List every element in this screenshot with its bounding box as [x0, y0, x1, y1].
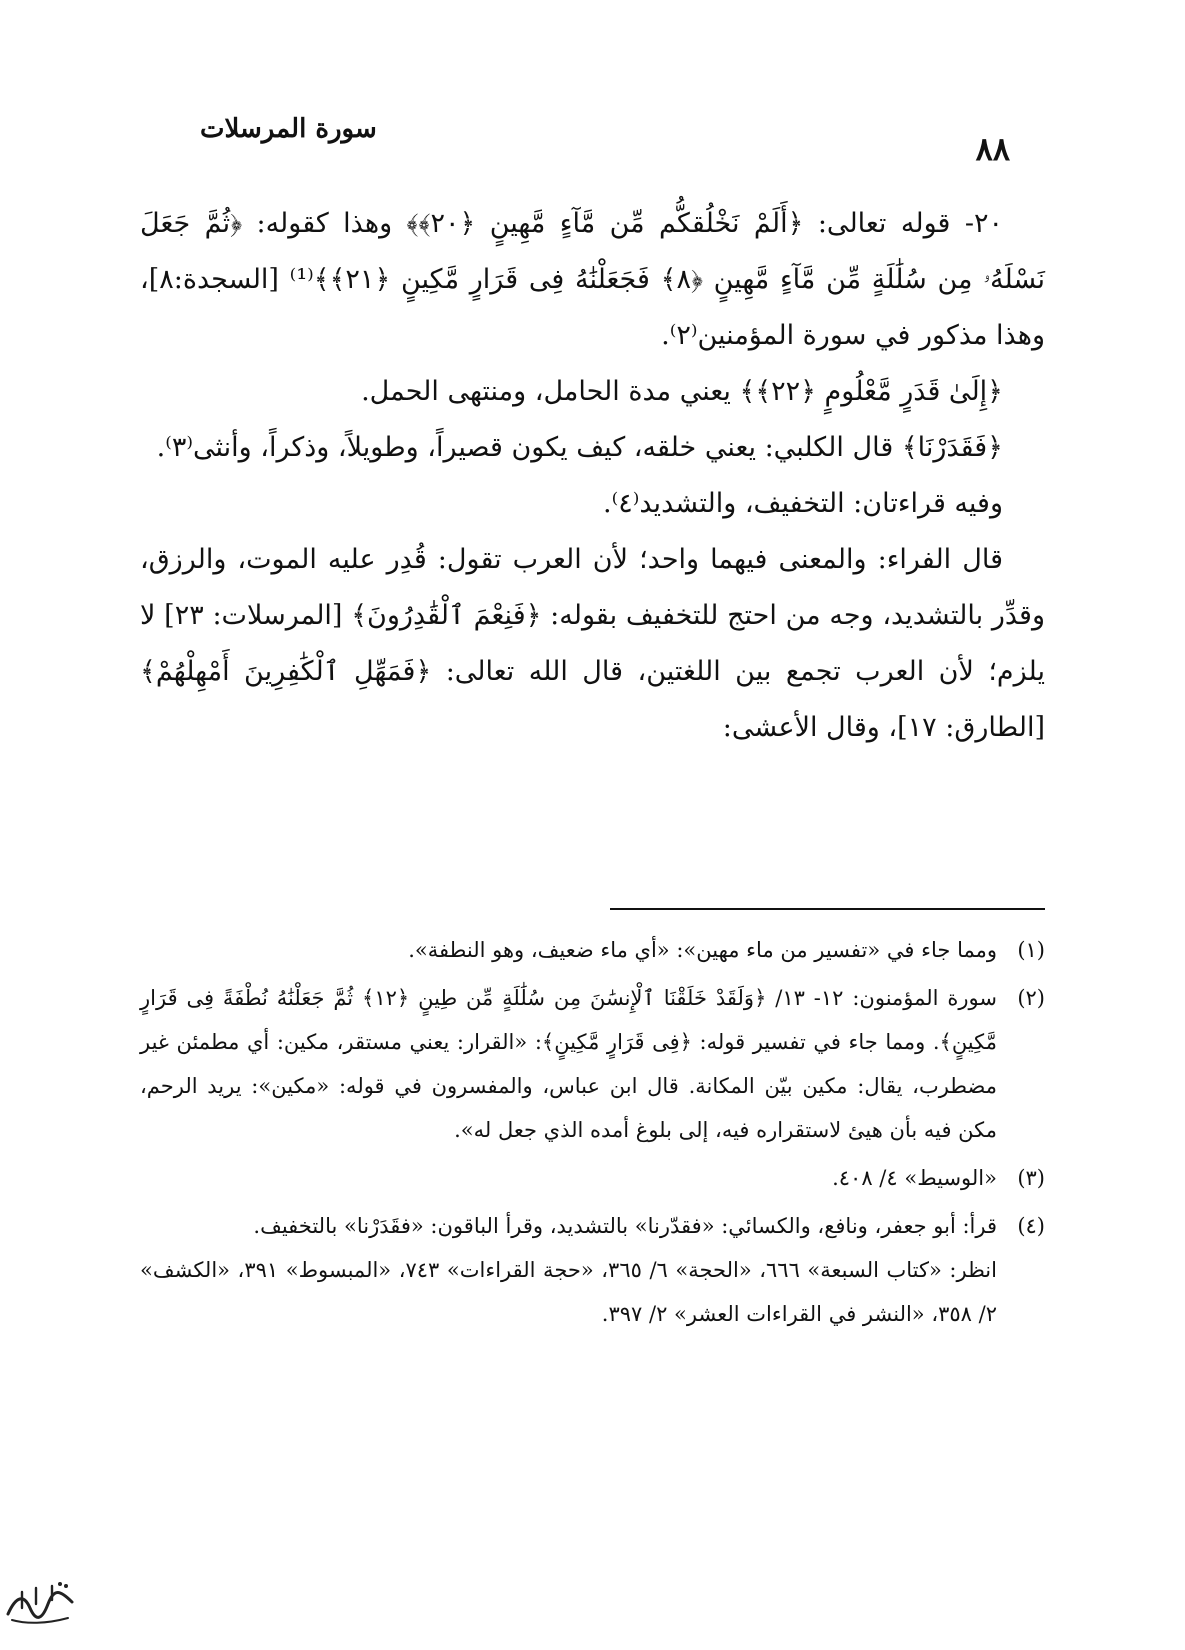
- paragraph-readings: وفيه قراءتان: التخفيف، والتشديد⁽٤⁾.: [603, 488, 1003, 519]
- footnote-number: (١): [1017, 938, 1045, 962]
- footnote-4: [140, 1204, 1045, 1336]
- page-header: [200, 108, 1010, 168]
- footnote-text: [140, 1204, 997, 1336]
- surah-title: سورة المرسلات: [200, 114, 377, 144]
- footnote-text-main: قرأ: أبو جعفر، ونافع، والكسائي: «فقدّرنا» بالتشديد، وقرأ الباقون: «فقَدَرْنا» بالتخفيف.: [253, 1214, 997, 1238]
- footnote-text: ومما جاء في «تفسير من ماء مهين»: «أي ماء ضعيف، وهو النطفة».: [408, 938, 997, 962]
- page-number: ٨٨: [975, 130, 1010, 168]
- footnotes: [140, 928, 1045, 1340]
- publisher-logo: [2, 1574, 78, 1630]
- footnote-1: [140, 928, 1045, 972]
- paragraph-farra: قال الفراء: والمعنى فيهما واحد؛ لأن العرب تقول: قُدِر عليه الموت، والرزق، وقدِّر بالتشديد، وجه من احتج للتخفيف بقوله: ﴿فَنِعْمَ ٱلْقَٰدِرُونَ﴾ [المرسلات: ٢٣] لا يلزم؛ لأن العرب تجمع بين اللغتين، قال الله تعالى: ﴿فَمَهِّلِ ٱلْكَٰفِرِينَ أَمْهِلْهُمْ﴾ [الطارق: ١٧]، وقال الأعشى:: [140, 544, 1046, 743]
- footnote-number: (٢): [1017, 986, 1045, 1010]
- footnote-number: (٣): [1017, 1166, 1045, 1190]
- footnote-divider: [610, 908, 1045, 910]
- footnote-3: [140, 1156, 1045, 1200]
- paragraph-faqadarna: ﴿فَقَدَرْنَا﴾ قال الكلبي: يعني خلقه، كيف يكون قصيراً، وطويلاً، وذكراً، وأنثى⁽٣⁾.: [156, 432, 1003, 463]
- paragraph-verse-20: ٢٠- قوله تعالى: ﴿أَلَمْ نَخْلُقكُّم مِّن مَّآءٍ مَّهِينٍ ﴿٢٠﴾﴾ وهذا كقوله: ﴿ثُمَّ جَعَلَ نَسْلَهُۥ مِن سُلَٰلَةٍ مِّن مَّآءٍ مَّهِينٍ ﴿٨﴾ فَجَعَلْنَٰهُ فِى قَرَارٍ مَّكِينٍ ﴿٢١﴾﴾⁽¹⁾ [السجدة:٨]، وهذا مذكور في سورة المؤمنين⁽٢⁾.: [140, 208, 1045, 351]
- footnote-references: انظر: «كتاب السبعة» ٦٦٦، «الحجة» ٦/ ٣٦٥، «حجة القراءات» ٧٤٣، «المبسوط» ٣٩١، «الكشف» ٢/ ٣٥٨، «النشر في القراءات العشر» ٢/ ٣٩٧.: [140, 1258, 997, 1326]
- footnote-number: (٤): [1017, 1214, 1045, 1238]
- main-text: [140, 196, 1045, 756]
- footnote-text: «الوسيط» ٤/ ٤٠٨.: [832, 1166, 997, 1190]
- footnote-text: سورة المؤمنون: ١٢- ١٣/ ﴿وَلَقَدْ خَلَقْنَا ٱلْإِنسَٰنَ مِن سُلَٰلَةٍ مِّن طِينٍ ﴿١٢﴾ ثُمَّ جَعَلْنَٰهُ نُطْفَةً فِى قَرَارٍ مَّكِينٍ﴾. ومما جاء في تفسير قوله: ﴿فِى قَرَارٍ مَّكِينٍ﴾: «القرار: يعني مستقر، مكين: أي مطمئن غير مضطرب، يقال: مكين بيّن المكانة. قال ابن عباس، والمفسرون في قوله: «مكين»: يريد الرحم، مكن فيه بأن هيئ لاستقراره فيه، إلى بلوغ أمده الذي جعل له».: [140, 986, 997, 1142]
- footnote-2: [140, 976, 1045, 1152]
- paragraph-verse-22: ﴿إِلَىٰ قَدَرٍ مَّعْلُومٍ ﴿٢٢﴾﴾ يعني مدة الحامل، ومنتهى الحمل.: [361, 376, 1003, 407]
